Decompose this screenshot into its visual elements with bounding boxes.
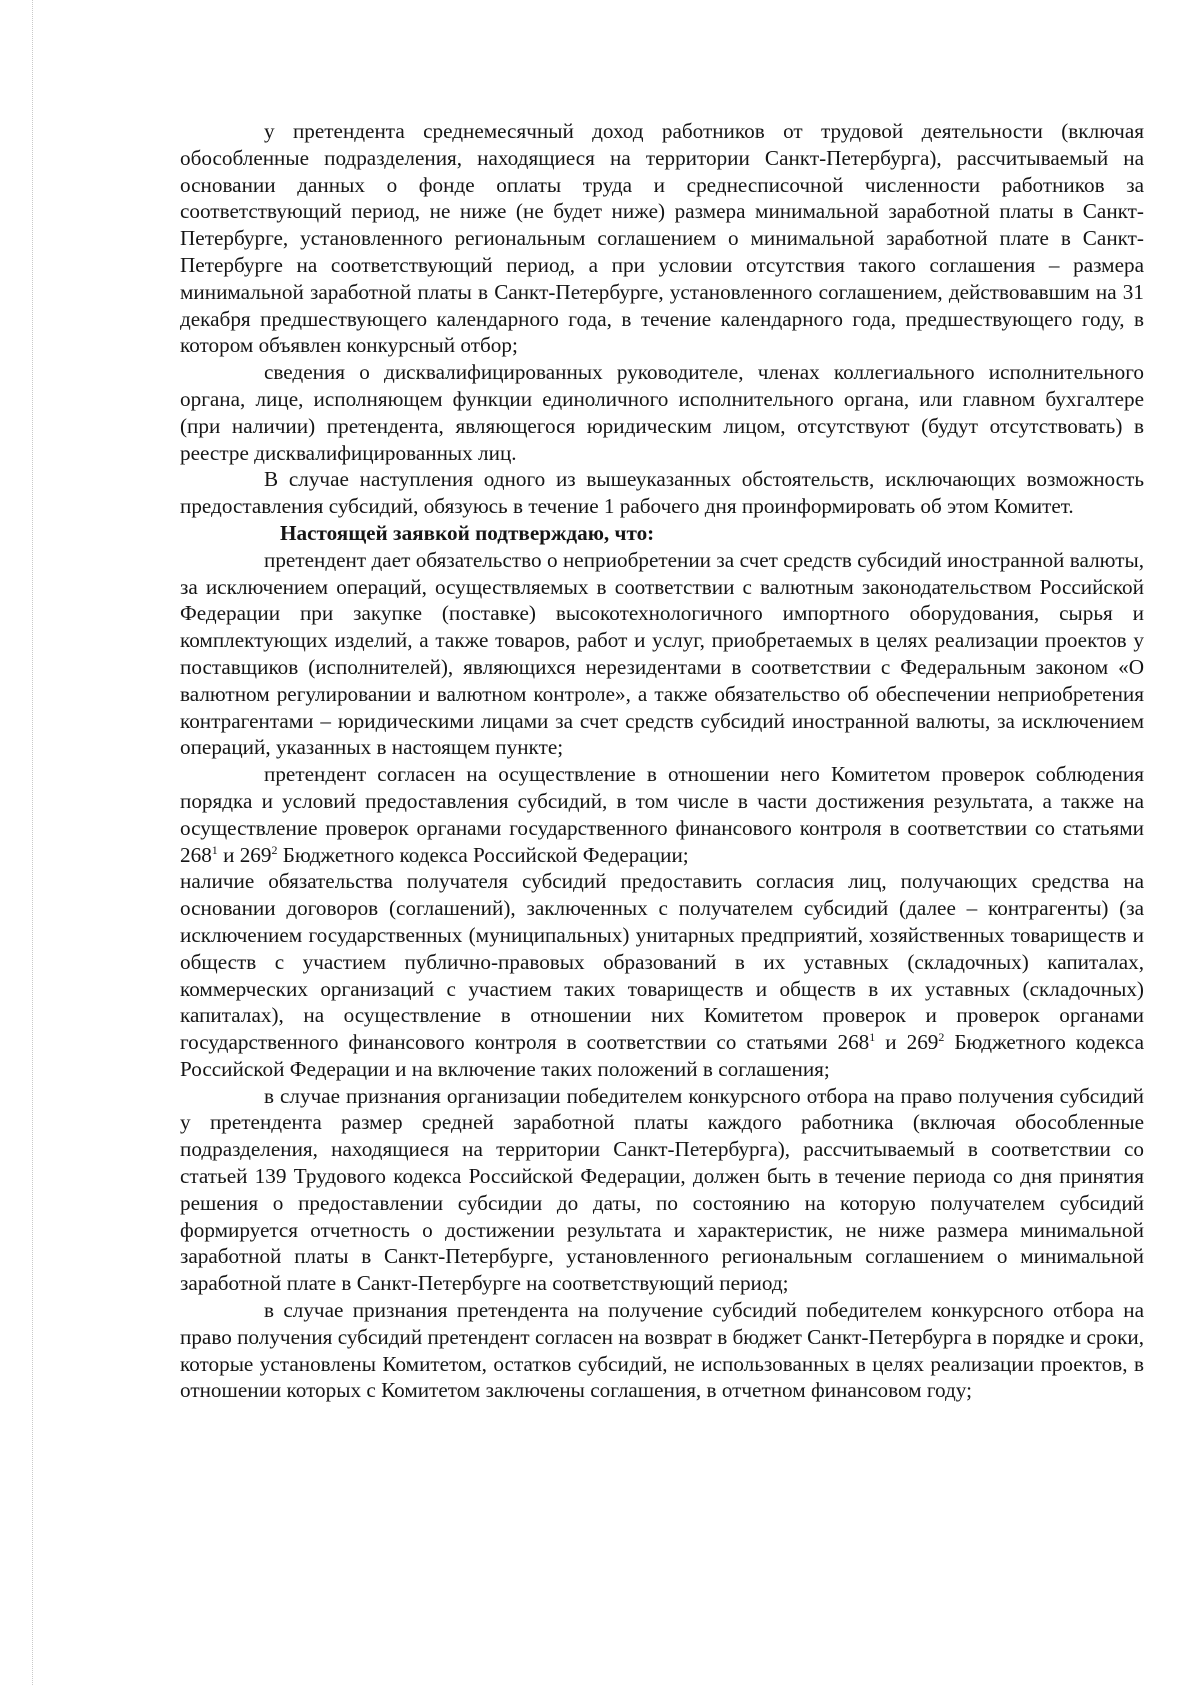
paragraph-currency-obligation: претендент дает обязательство о неприобретении за счет средств субсидий иностранной валюты, за исключением операций, осуществляемых в соответствии с валютным законодательством Российской Федерации при закупке (поставке) высокотехнологичного импортного оборудования, сырья и комплектующих изделий, а также товаров, работ и услуг, приобретаемых в целях реализации проектов у поставщиков (исполнителей), являющихся нерезидентами в соответствии с Федеральным законом «О валютном регулировании и валютном контроле», а также обязательство об обеспечении неприобретения контрагентами – юридическими лицами за счет средств субсидий иностранной валюты, за исключением операций, указанных в настоящем пункте; [180,547,1144,760]
consent-superscript-2: 2 [271,842,278,857]
paragraph-disqualified-persons: сведения о дисквалифицированных руководителе, членах коллегиального исполнительного органа, лице, исполняющем функции единоличного исполнительного органа, или главном бухгалтере (при наличии) претендента, являющегося юридическим лицом, отсутствуют (будут отсутствовать) в реестре дисквалифицированных лиц. [180,360,1144,465]
section-heading: Настоящей заявкой подтверждаю, что: [280,520,655,545]
contractors-superscript-2: 2 [938,1030,945,1045]
contractors-text-middle: и 269 [875,1030,939,1055]
consent-text-start: претендент согласен на осуществление в отношении него Комитетом проверок соблюдения порядка и условий предоставления субсидий, в том числе в части достижения результата, а также на осуществление проверок органами государственного финансового контроля в соответствии со статьями 268 [180,762,1144,867]
contractors-text-start: наличие обязательства получателя субсидий предоставить согласия лиц, получающих средства на основании договоров (соглашений), заключенных с получателем субсидий (далее – контрагенты) (за исключением государственных (муниципальных) унитарных предприятий, хозяйственных товариществ и обществ с участием публично-правовых образований в их уставных (складочных) капиталах, коммерческих организаций с участием таких товариществ и обществ в их уставных (складочных) капиталах), на осуществление в отношении них Комитетом проверок и проверок органами государственного финансового контроля в соответствии со статьями 268 [180,869,1144,1055]
document-page [180,118,1144,1404]
consent-text-end: Бюджетного кодекса Российской Федерации; [277,842,689,867]
paragraph-average-income: у претендента среднемесячный доход работников от трудовой деятельности (включая обособленные подразделения, находящиеся на территории Санкт-Петербурга), рассчитываемый на основании данных о фонде оплаты труда и среднесписочной численности работников за соответствующий период, не ниже (не будет ниже) размера минимальной заработной платы в Санкт-Петербурге, установленного региональным соглашением о минимальной заработной плате в Санкт-Петербурге на соответствующий период, а при условии отсутствия такого соглашения – размера минимальной заработной платы в Санкт-Петербурге, установленного соглашением, действовавшим на 31 декабря предшествующего календарного года, в течение календарного года, предшествующего году, в котором объявлен конкурсный отбор; [180,119,1144,358]
scan-edge-artifact [32,0,33,1685]
paragraph-notify-committee: В случае наступления одного из вышеуказанных обстоятельств, исключающих возможность предоставления субсидий, обязуюсь в течение 1 рабочего дня проинформировать об этом Комитет. [180,467,1144,519]
consent-text-middle: и 269 [217,842,272,867]
paragraph-contractors-consent [180,868,1144,1082]
paragraph-subsidy-return: в случае признания претендента на получение субсидий победителем конкурсного отбора на право получения субсидий претендент согласен на возврат в бюджет Санкт-Петербурга в порядке и сроки, которые установлены Комитетом, остатков субсидий, не использованных в целях реализации проектов, в отношении которых с Комитетом заключены соглашения, в отчетном финансовом году; [180,1298,1144,1403]
paragraph-consent-inspections [180,761,1144,868]
contractors-text-end: Бюджетного кодекса Российской Федерации и на включение таких положений в соглашения; [180,1030,1144,1081]
contractors-superscript-1: 1 [869,1030,876,1045]
consent-superscript-1: 1 [211,842,218,857]
paragraph-average-salary: в случае признания организации победителем конкурсного отбора на право получения субсидий у претендента размер средней заработной платы каждого работника (включая обособленные подразделения, находящиеся на территории Санкт-Петербурга), рассчитываемый в соответствии со статьей 139 Трудового кодекса Российской Федерации, должен быть в течение периода со дня принятия решения о предоставлении субсидии до даты, по состоянию на которую получателем субсидий формируется отчетность о достижении результата и характеристик, не ниже размера минимальной заработной платы в Санкт-Петербурге, установленного региональным соглашением о минимальной заработной плате в Санкт-Петербурге на соответствующий период; [180,1083,1144,1296]
